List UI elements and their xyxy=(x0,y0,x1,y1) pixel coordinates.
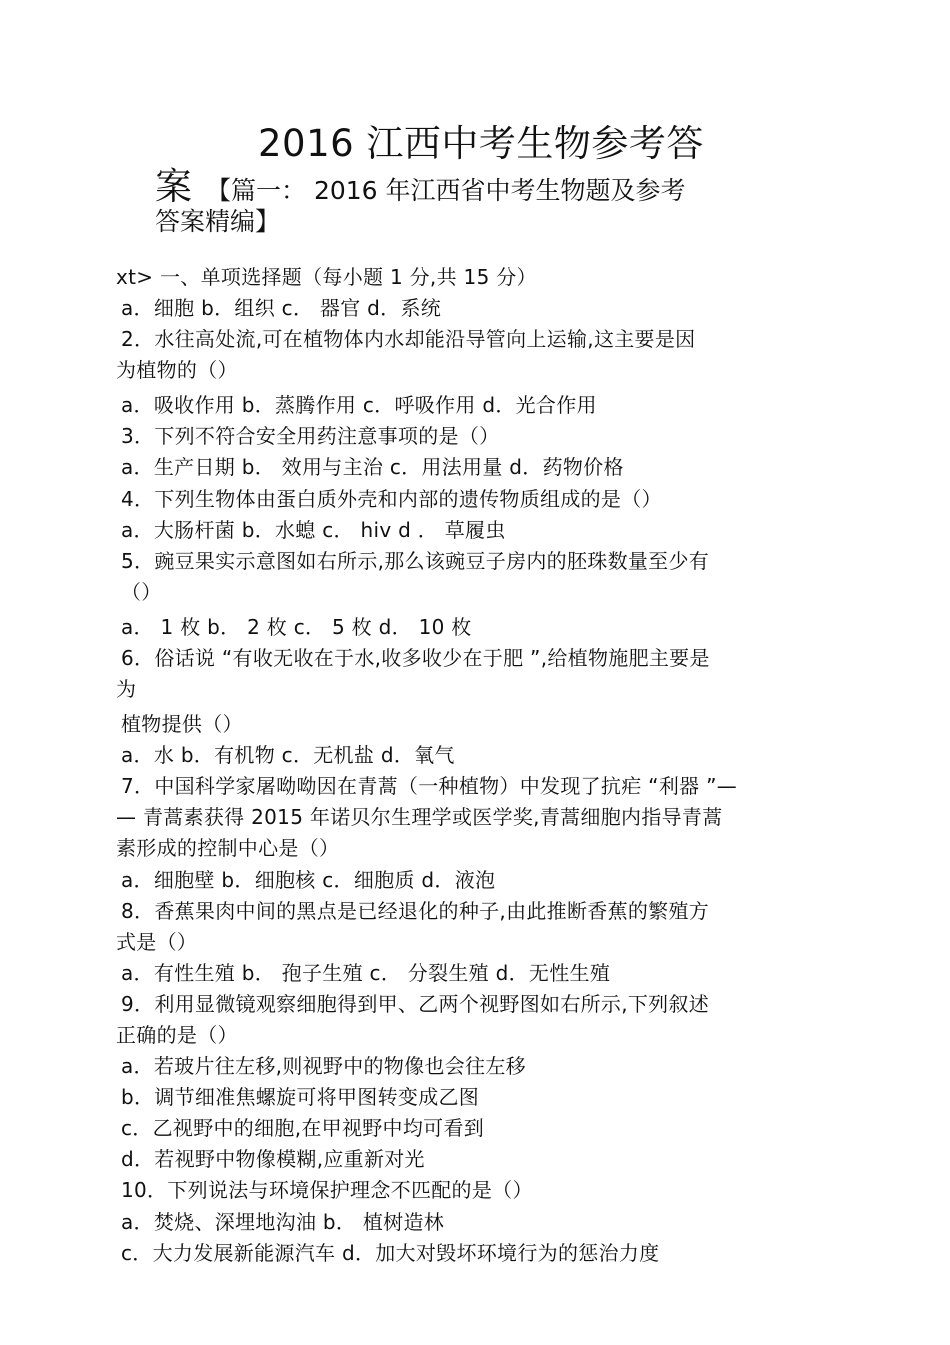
text-line: — 青蒿素获得 2015 年诺贝尔生理学或医学奖,青蒿细胞内指导青蒿 xyxy=(116,805,723,830)
text-line: c．大力发展新能源汽车 d．加大对毁坏环境行为的惩治力度 xyxy=(121,1240,660,1265)
text-line: a．生产日期 b． 效用与主治 c．用法用量 d．药物价格 xyxy=(121,455,624,480)
text-line: 8．香蕉果肉中间的黑点是已经退化的种子,由此推断香蕉的繁殖方 xyxy=(121,898,710,923)
title-line-1: 2016 江西中考生物参考答 xyxy=(258,122,704,165)
text-line: 正确的是（） xyxy=(116,1022,238,1047)
title-line-2-subtitle: 【篇一： 2016 年江西省中考生物题及参考 xyxy=(206,176,686,205)
text-line: 3．下列不符合安全用药注意事项的是（） xyxy=(121,424,500,449)
text-line: 7．中国科学家屠呦呦因在青蒿（一种植物）中发现了抗疟 “利器 ”— xyxy=(121,774,738,799)
text-line: 植物提供（） xyxy=(121,712,243,737)
text-line: 10．下列说法与环境保护理念不匹配的是（） xyxy=(121,1178,533,1203)
text-line: a． 1 枚 b． 2 枚 c． 5 枚 d． 10 枚 xyxy=(121,614,472,639)
text-line: a．有性生殖 b． 孢子生殖 c． 分裂生殖 d．无性生殖 xyxy=(121,960,611,985)
text-line: 为植物的（） xyxy=(116,358,238,383)
text-line: a．细胞壁 b．细胞核 c．细胞质 d．液泡 xyxy=(121,867,496,892)
text-line: a．焚烧、深埋地沟油 b． 植树造林 xyxy=(121,1209,445,1234)
title-line-3: 答案精编】 xyxy=(155,207,281,236)
text-line: a．大肠杆菌 b．水螅 c． hiv d ． 草履虫 xyxy=(121,517,506,542)
text-line: a．细胞 b．组织 c． 器官 d．系统 xyxy=(121,296,442,321)
text-line: xt> 一、单项选择题（每小题 1 分,共 15 分） xyxy=(116,265,537,289)
text-line: c．乙视野中的细胞,在甲视野中均可看到 xyxy=(121,1116,485,1141)
text-line: 式是（） xyxy=(116,929,198,954)
text-line: d．若视野中物像模糊,应重新对光 xyxy=(121,1147,425,1172)
text-line: 2．水往高处流,可在植物体内水却能沿导管向上运输,这主要是因 xyxy=(121,327,696,352)
text-line: b．调节细准焦螺旋可将甲图转变成乙图 xyxy=(121,1085,480,1110)
text-line: a．水 b．有机物 c．无机盐 d．氧气 xyxy=(121,743,455,768)
title-line-2-big: 案 xyxy=(155,165,192,208)
text-line: （） xyxy=(121,579,162,604)
document-body xyxy=(116,262,836,1269)
text-line: 4．下列生物体由蛋白质外壳和内部的遗传物质组成的是（） xyxy=(121,486,662,511)
text-line: a．若玻片往左移,则视野中的物像也会往左移 xyxy=(121,1054,526,1079)
text-line: 为 xyxy=(116,677,137,702)
text-line: 素形成的控制中心是（） xyxy=(116,836,340,861)
text-line: 9．利用显微镜观察细胞得到甲、乙两个视野图如右所示,下列叙述 xyxy=(121,991,710,1016)
text-line: 6．俗话说 “有收无收在于水,收多收少在于肥 ”,给植物施肥主要是 xyxy=(121,645,710,670)
text-line: 5．豌豆果实示意图如右所示,那么该豌豆子房内的胚珠数量至少有 xyxy=(121,548,710,573)
text-line: a．吸收作用 b．蒸腾作用 c．呼吸作用 d．光合作用 xyxy=(121,393,597,418)
